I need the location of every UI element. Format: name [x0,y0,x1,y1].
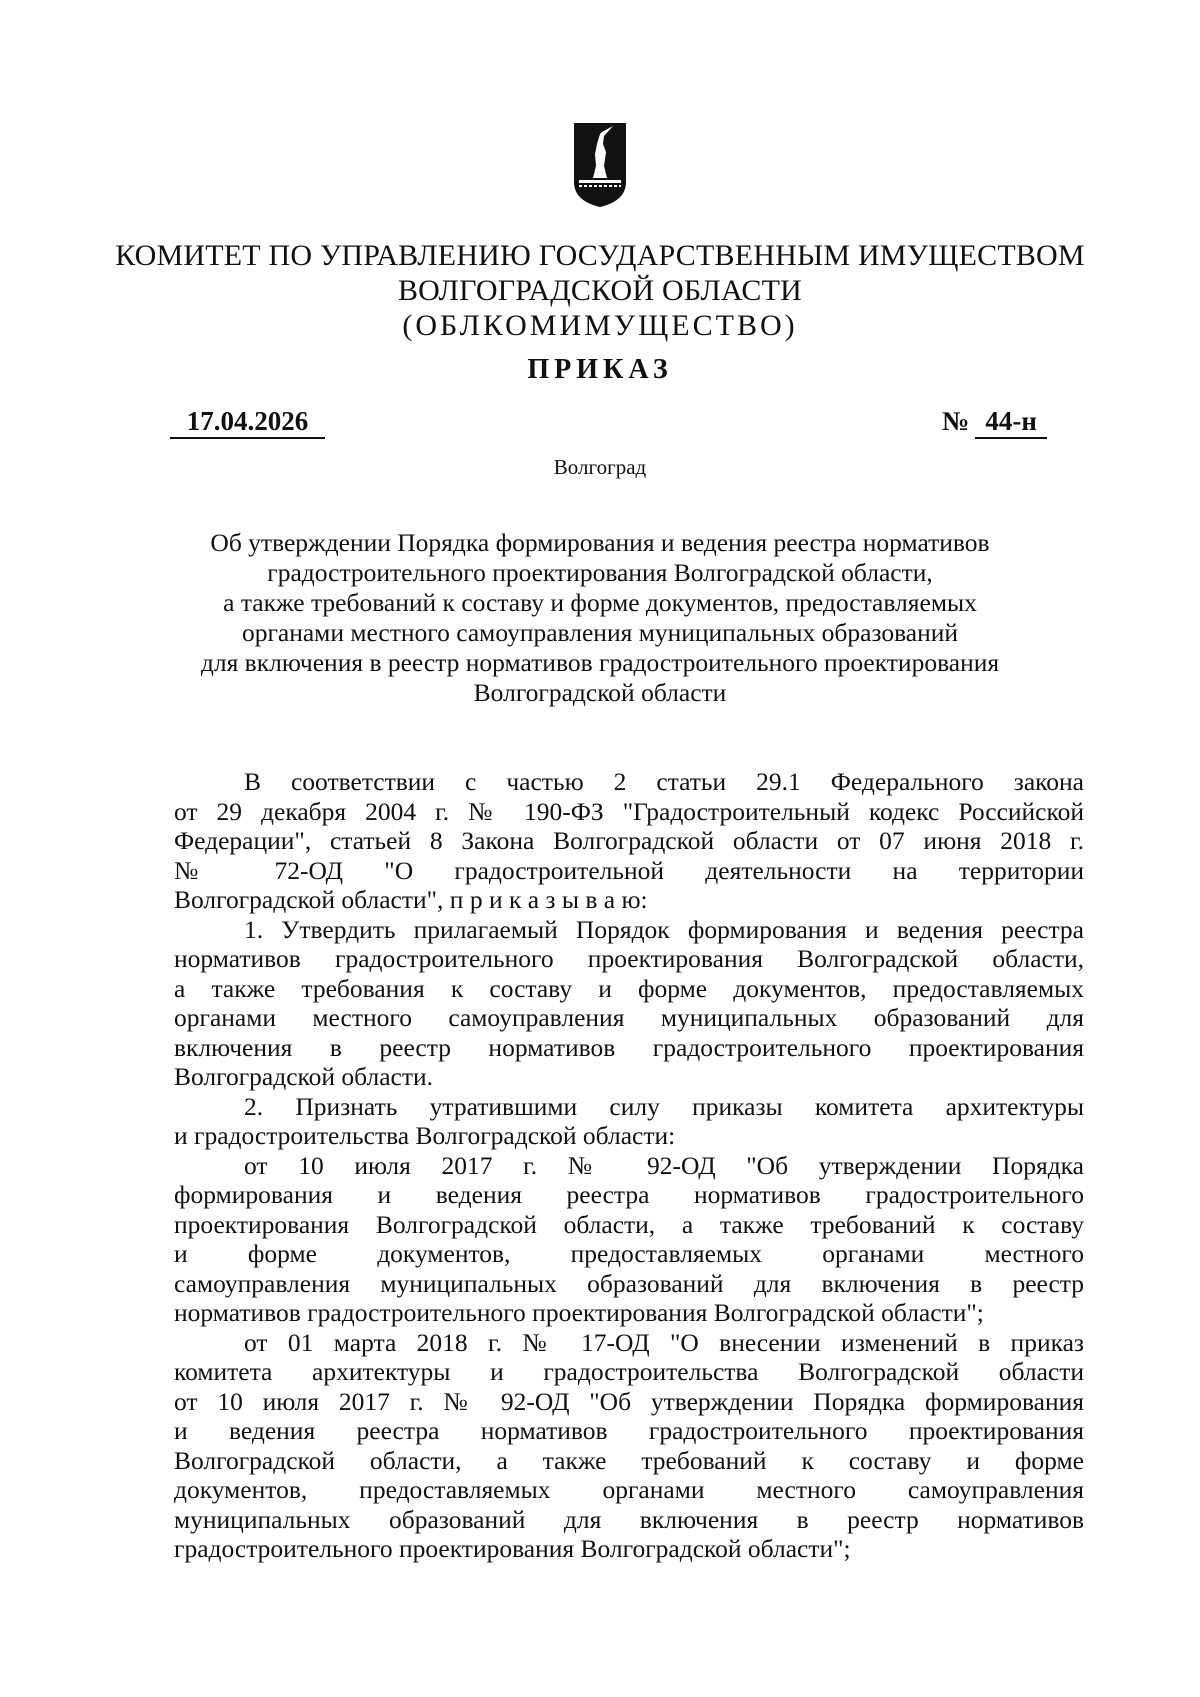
body-line: документов, предоставляемых органами местного самоуправления [174,1475,1084,1504]
body-line: Волгоградской области", п р и к а з ы в а ю: [174,885,648,914]
body-line: и градостроительства Волгоградской области: [174,1121,676,1150]
body-line: проектирования Волгоградской области, а также требований к составу [174,1209,1084,1239]
org-name-line-2: ВОЛГОГРАДСКОЙ ОБЛАСТИ [397,274,803,307]
body-line: органами местного самоуправления муниципальных образований для [174,1003,1084,1032]
body-line: нормативов градостроительного проектирования Волгоградской области, [174,944,1084,973]
subject-line: градостроительного проектирования Волгоградской области, [267,558,933,587]
body-line: В соответствии с частью 2 статьи 29.1 Федерального закона [244,767,1084,796]
body-line: от 10 июля 2017 г. № 92-ОД "Об утверждении Порядка [244,1150,1084,1180]
subject-line: а также требований к составу и форме документов, предоставляемых [223,588,977,617]
volgograd-coat-of-arms-icon [573,122,627,208]
subject-line: органами местного самоуправления муниципальных образований [241,618,959,647]
body-line: и ведения реестра нормативов градостроительного проектирования [174,1416,1084,1445]
document-number-block [942,407,1047,439]
document-type-title: ПРИКАЗ [527,354,673,385]
body-line: градостроительного проектирования Волгоградской области"; [174,1534,851,1563]
document-number: 44-н [975,407,1047,439]
document-body [174,767,1084,1564]
body-line: № 72-ОД "О градостроительной деятельности на территории [174,855,1084,885]
body-line: 1. Утвердить прилагаемый Порядок формирования и ведения реестра [244,914,1084,944]
body-line: и форме документов, предоставляемых органами местного [174,1239,1084,1268]
subject-line: Об утверждении Порядка формирования и ведения реестра нормативов [210,528,990,557]
subject-line: для включения в реестр нормативов градостроительного проектирования [200,648,1000,677]
body-line: 2. Признать утратившими силу приказы комитета архитектуры [244,1091,1084,1121]
body-line: нормативов градостроительного проектирования Волгоградской области"; [174,1298,984,1327]
body-line: а также требования к составу и форме документов, предоставляемых [174,973,1084,1003]
org-name-line-1: КОМИТЕТ ПО УПРАВЛЕНИЮ ГОСУДАРСТВЕННЫМ ИМУЩЕСТВОМ [115,239,1085,272]
body-line: от 01 марта 2018 г. № 17-ОД "О внесении изменений в приказ [244,1327,1084,1357]
org-short-name: (ОБЛКОМИМУЩЕСТВО) [402,309,798,342]
subject-line: Волгоградской области [473,678,727,707]
body-line: формирования и ведения реестра нормативов градостроительного [174,1180,1084,1209]
organization-heading [0,238,1200,343]
body-line: от 10 июля 2017 г. № 92-ОД "Об утверждении Порядка формирования [174,1386,1084,1416]
body-line: Волгоградской области, а также требований к составу и форме [174,1445,1084,1475]
body-line: муниципальных образований для включения в реестр нормативов [174,1504,1084,1534]
document-subject [120,528,1080,708]
body-line: включения в реестр нормативов градостроительного проектирования [174,1032,1084,1062]
body-line: самоуправления муниципальных образований для включения в реестр [174,1268,1084,1298]
coat-of-arms-emblem [573,122,627,208]
body-line: Федерации", статьей 8 Закона Волгоградской области от 07 июня 2018 г. [174,826,1084,855]
document-date: 17.04.2026 [170,407,325,439]
city-name: Волгоград [553,455,647,479]
body-line: комитета архитектуры и градостроительства Волгоградской области [174,1357,1084,1386]
number-sign: № [942,406,970,436]
body-line: от 29 декабря 2004 г. № 190-ФЗ "Градостроительный кодекс Российской [174,796,1084,826]
body-line: Волгоградской области. [174,1062,434,1091]
